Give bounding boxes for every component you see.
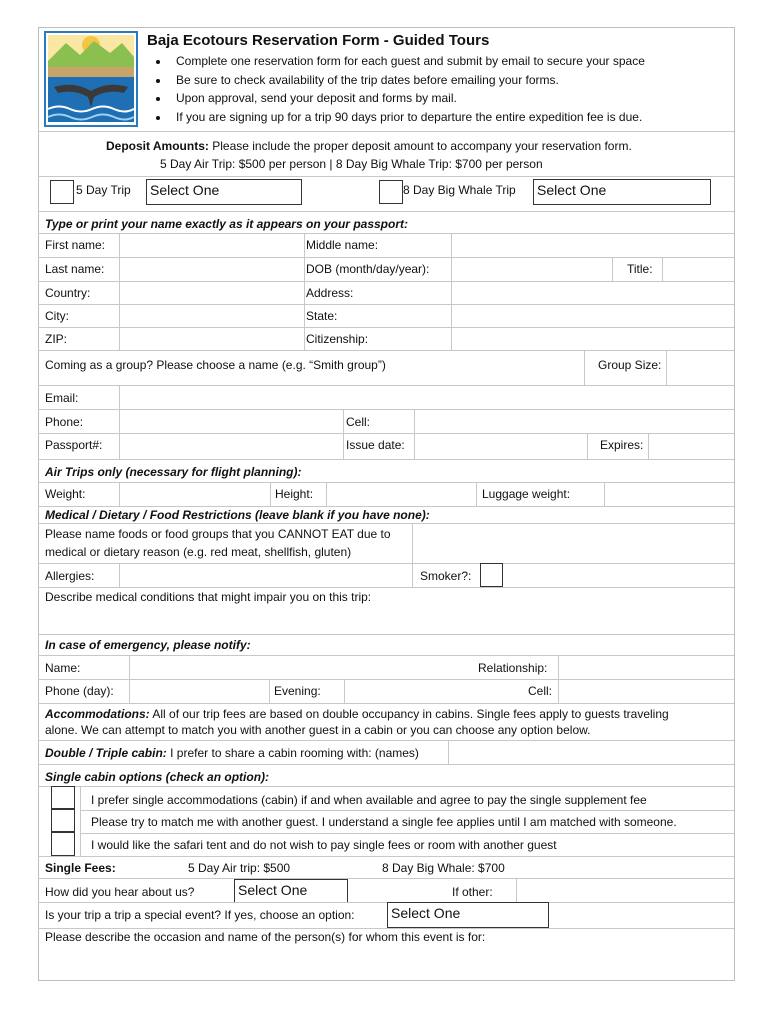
smoker-label: Smoker?: bbox=[420, 569, 472, 583]
form-title: Baja Ecotours Reservation Form - Guided Tours bbox=[147, 32, 490, 49]
first-name-label: First name: bbox=[45, 238, 106, 252]
group-name-field[interactable] bbox=[410, 351, 582, 384]
state-field[interactable] bbox=[452, 305, 732, 327]
dob-field[interactable] bbox=[452, 258, 612, 280]
middle-name-label: Middle name: bbox=[306, 238, 379, 252]
air-trips-heading: Air Trips only (necessary for flight planning): bbox=[45, 465, 302, 479]
five-day-label: 5 Day Trip bbox=[76, 183, 131, 197]
expires-field[interactable] bbox=[650, 434, 732, 458]
deposit-description: Please include the proper deposit amount to accompany your reservation form. bbox=[212, 139, 632, 153]
emergency-cell-label: Cell: bbox=[528, 684, 553, 698]
passport-label: Passport#: bbox=[45, 438, 103, 452]
instruction-item: • Upon approval, send your deposit and forms by mail. bbox=[170, 89, 645, 108]
five-day-select[interactable]: Select One bbox=[146, 179, 302, 205]
instruction-item: • Complete one reservation form for each guest and submit by email to secure your space bbox=[170, 52, 645, 71]
single-fee-8-day: 8 Day Big Whale: $700 bbox=[382, 861, 505, 875]
evening-field[interactable] bbox=[346, 680, 516, 702]
deposit-text bbox=[106, 139, 632, 153]
allergies-label: Allergies: bbox=[45, 569, 95, 583]
medical-heading: Medical / Dietary / Food Restrictions (leave blank if you have none): bbox=[45, 508, 430, 522]
accommodations-text-1 bbox=[45, 707, 669, 721]
smoker-checkbox[interactable] bbox=[480, 563, 503, 587]
foods-field[interactable] bbox=[414, 524, 732, 562]
evening-label: Evening: bbox=[274, 684, 321, 698]
single-cabin-heading: Single cabin options (check an option): bbox=[45, 770, 270, 784]
eight-day-label: 8 Day Big Whale Trip bbox=[403, 183, 516, 197]
single-option-1: I prefer single accommodations (cabin) if and when available and agree to pay the single supplement fee bbox=[91, 793, 647, 807]
special-event-select[interactable]: Select One bbox=[387, 902, 549, 928]
email-field[interactable] bbox=[120, 386, 732, 408]
if-other-label: If other: bbox=[452, 885, 493, 899]
instruction-item: • If you are signing up for a trip 90 days prior to departure the entire expedition fee is due. bbox=[170, 108, 645, 127]
email-label: Email: bbox=[45, 391, 79, 405]
divider bbox=[38, 211, 734, 212]
citizenship-field[interactable] bbox=[452, 328, 732, 350]
city-label: City: bbox=[45, 309, 69, 323]
passport-name-heading: Type or print your name exactly as it appears on your passport: bbox=[45, 217, 408, 231]
foods-label-2: medical or dietary reason (e.g. red meat, shellfish, gluten) bbox=[45, 545, 352, 559]
divider bbox=[38, 176, 734, 177]
first-name-field[interactable] bbox=[120, 234, 304, 256]
single-option-3: I would like the safari tent and do not wish to pay single fees or room with another guest bbox=[91, 838, 557, 852]
cell-field[interactable] bbox=[416, 410, 732, 432]
relationship-field[interactable] bbox=[560, 656, 732, 678]
special-event-label: Is your trip a trip a special event? If yes, choose an option: bbox=[45, 908, 355, 922]
allergies-field[interactable] bbox=[120, 564, 410, 586]
city-field[interactable] bbox=[120, 305, 304, 327]
issue-date-label: Issue date: bbox=[346, 438, 405, 452]
deposit-amounts: 5 Day Air Trip: $500 per person | 8 Day Big Whale Trip: $700 per person bbox=[160, 157, 543, 171]
title-field[interactable] bbox=[664, 258, 732, 280]
five-day-checkbox[interactable] bbox=[50, 180, 74, 204]
accommodations-text-2: alone. We can attempt to match you with another guest in a cabin or you can choose any option below. bbox=[45, 723, 591, 737]
double-cabin-label: Double / Triple cabin: bbox=[45, 746, 167, 760]
emergency-name-label: Name: bbox=[45, 661, 81, 675]
weight-label: Weight: bbox=[45, 487, 86, 501]
match-guest-checkbox[interactable] bbox=[51, 809, 75, 832]
phone-field[interactable] bbox=[120, 410, 342, 432]
double-cabin-text: I prefer to share a cabin rooming with: (names) bbox=[170, 746, 419, 760]
accommodations-description: All of our trip fees are based on double occupancy in cabins. Single fees apply to guests traveling bbox=[152, 707, 669, 721]
phone-day-field[interactable] bbox=[130, 680, 268, 702]
weight-field[interactable] bbox=[120, 483, 270, 505]
state-label: State: bbox=[306, 309, 338, 323]
last-name-label: Last name: bbox=[45, 262, 105, 276]
eight-day-checkbox[interactable] bbox=[379, 180, 403, 204]
address-label: Address: bbox=[306, 286, 354, 300]
country-field[interactable] bbox=[120, 282, 304, 304]
occasion-label: Please describe the occasion and name of the person(s) for whom this event is for: bbox=[45, 930, 486, 944]
deposit-label: Deposit Amounts: bbox=[106, 139, 209, 153]
emergency-heading: In case of emergency, please notify: bbox=[45, 638, 251, 652]
conditions-field[interactable] bbox=[40, 606, 732, 634]
group-size-label: Group Size: bbox=[598, 358, 662, 372]
expires-label: Expires: bbox=[600, 438, 644, 452]
title-label: Title: bbox=[627, 262, 653, 276]
hear-about-select[interactable]: Select One bbox=[234, 879, 348, 903]
hear-about-label: How did you hear about us? bbox=[45, 885, 195, 899]
accommodations-label: Accommodations: bbox=[45, 707, 150, 721]
conditions-label: Describe medical conditions that might impair you on this trip: bbox=[45, 590, 372, 604]
dob-label: DOB (month/day/year): bbox=[306, 262, 430, 276]
relationship-label: Relationship: bbox=[478, 661, 548, 675]
issue-date-field[interactable] bbox=[416, 434, 586, 458]
height-label: Height: bbox=[275, 487, 314, 501]
emergency-cell-field[interactable] bbox=[560, 680, 732, 702]
emergency-name-field[interactable] bbox=[130, 656, 470, 678]
middle-name-field[interactable] bbox=[452, 234, 732, 256]
single-option-2: Please try to match me with another guest. I understand a single fee applies until I am matched with someone. bbox=[91, 815, 677, 829]
occasion-field[interactable] bbox=[40, 946, 732, 977]
luggage-weight-label: Luggage weight: bbox=[482, 487, 571, 501]
eight-day-select[interactable]: Select One bbox=[533, 179, 711, 205]
phone-day-label: Phone (day): bbox=[45, 684, 114, 698]
phone-label: Phone: bbox=[45, 415, 84, 429]
citizenship-label: Citizenship: bbox=[306, 332, 369, 346]
height-field[interactable] bbox=[328, 483, 474, 505]
passport-field[interactable] bbox=[120, 434, 342, 458]
zip-label: ZIP: bbox=[45, 332, 68, 346]
single-fee-5-day: 5 Day Air trip: $500 bbox=[188, 861, 291, 875]
instruction-item: • Be sure to check availability of the trip dates before emailing your forms. bbox=[170, 71, 645, 90]
cell-label: Cell: bbox=[346, 415, 371, 429]
group-size-field[interactable] bbox=[668, 351, 732, 384]
luggage-weight-field[interactable] bbox=[606, 483, 732, 505]
if-other-field[interactable] bbox=[518, 879, 732, 901]
safari-tent-checkbox[interactable] bbox=[51, 832, 75, 856]
divider bbox=[38, 131, 734, 132]
address-field[interactable] bbox=[452, 282, 732, 304]
single-fees-label: Single Fees: bbox=[45, 861, 116, 875]
cabin-mates-field[interactable] bbox=[450, 741, 732, 763]
foods-label-1: Please name foods or food groups that you CANNOT EAT due to bbox=[45, 527, 391, 541]
logo bbox=[44, 31, 138, 127]
last-name-field[interactable] bbox=[120, 258, 304, 280]
group-label: Coming as a group? Please choose a name (e.g. “Smith group”) bbox=[45, 358, 386, 372]
country-label: Country: bbox=[45, 286, 91, 300]
instructions-list bbox=[150, 52, 645, 126]
single-accommodation-checkbox[interactable] bbox=[51, 786, 75, 809]
zip-field[interactable] bbox=[120, 328, 304, 350]
double-cabin-row bbox=[45, 746, 419, 760]
